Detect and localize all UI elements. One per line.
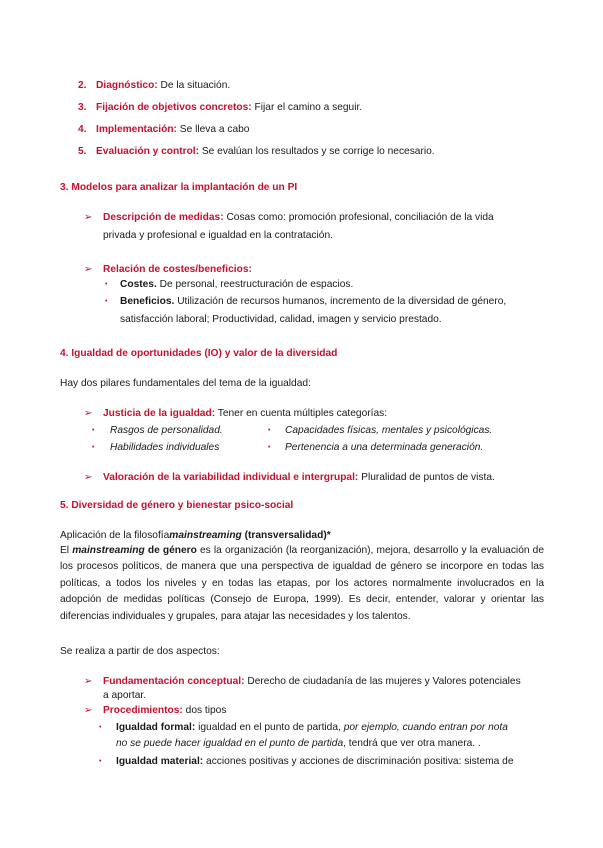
step-4: 4. Implementación: Se lleva a cabo — [78, 124, 250, 135]
step-3: 3. Fijación de objetivos concretos: Fijar el camino a seguir. — [78, 102, 363, 113]
arrow-bullet-icon: ➢ — [84, 212, 93, 223]
justicia-item: Habilidades individuales — [110, 442, 220, 453]
bullet-icon: • — [92, 444, 95, 451]
bullet-icon: • — [268, 427, 271, 434]
bullet-icon: • — [99, 724, 102, 731]
bullet-icon: • — [99, 758, 102, 765]
beneficios-line-2: satisfacción laboral; Productividad, calidad, imagen y servicio prestado. — [120, 314, 442, 325]
section-4-heading: 4. Igualdad de oportunidades (IO) y valor de la diversidad — [60, 348, 338, 359]
igualdad-formal-line-2: no se puede hacer igualdad en el punto de partida, tendrá que ver otra manera. . — [116, 738, 481, 749]
valoracion-line: Valoración de la variabilidad individual e intergrupal: Pluralidad de puntos de vista. — [103, 472, 495, 483]
justicia-line: Justicia de la igualdad: Tener en cuenta múltiples categorías: — [103, 408, 388, 419]
medidas-line-1: Descripción de medidas: Cosas como: promoción profesional, conciliación de la vida — [103, 212, 494, 223]
fundamentacion-line: Fundamentación conceptual: Derecho de ciudadanía de las mujeres y Valores potenciales — [103, 676, 521, 687]
arrow-bullet-icon: ➢ — [84, 408, 93, 419]
igualdad-formal-line: Igualdad formal: igualdad en el punto de partida, por ejemplo, cuando entran por nota — [116, 722, 508, 733]
bullet-icon: • — [105, 298, 108, 305]
arrow-bullet-icon: ➢ — [84, 676, 93, 687]
arrow-bullet-icon: ➢ — [84, 705, 93, 716]
bullet-icon: • — [105, 281, 108, 288]
bullet-icon: • — [268, 444, 271, 451]
medidas-line-2: privada y profesional e igualdad en la contratación. — [103, 230, 333, 241]
arrow-bullet-icon: ➢ — [84, 472, 93, 483]
justicia-item: Pertenencia a una determinada generación. — [285, 442, 484, 453]
arrow-bullet-icon: ➢ — [84, 264, 93, 275]
fundamentacion-line-2: a aportar. — [103, 690, 147, 701]
beneficios-item: Beneficios. Utilización de recursos humanos, incremento de la diversidad de género, — [120, 296, 507, 307]
justicia-item: Rasgos de personalidad. — [110, 425, 223, 436]
section-5-heading: 5. Diversidad de género y bienestar psico-social — [60, 500, 294, 511]
section-3-heading: 3. Modelos para analizar la implantación de un PI — [60, 182, 298, 193]
justicia-item: Capacidades físicas, mentales y psicológicas. — [285, 425, 493, 436]
costes-item: Costes. De personal, reestructuración de espacios. — [120, 279, 354, 290]
step-5: 5. Evaluación y control: Se evalúan los resultados y se corrige lo necesario. — [78, 146, 435, 157]
aspectos-intro: Se realiza a partir de dos aspectos: — [60, 646, 220, 657]
procedimientos-line: Procedimientos: dos tipos — [103, 705, 227, 716]
bullet-icon: • — [92, 427, 95, 434]
aplicacion-line: Aplicación de la filosofíamainstreaming (transversalidad)* — [60, 530, 331, 541]
costes-title: Relación de costes/beneficios: — [103, 264, 252, 275]
step-2: 2. Diagnóstico: De la situación. — [78, 80, 231, 91]
section-4-intro: Hay dos pilares fundamentales del tema de la igualdad: — [60, 378, 311, 389]
mainstreaming-paragraph: El mainstreaming de género es la organización (la reorganización), mejora, desarrollo y la evaluación de los procesos políticos, de manera que una perspectiva de igualdad de género se incorpore en todas las políticas, a todos los niveles y en todas las etapas, por los actores normalmente involucrados en la adopción de medidas políticas (Consejo de Europa, 1999). Es decir, entender, valorar y orientar las diferencias individuales y grupales, para atajar las necesidades y los talentos. — [60, 545, 545, 622]
igualdad-material-line: Igualdad material: acciones positivas y acciones de discriminación positiva: sistema de — [116, 756, 514, 767]
